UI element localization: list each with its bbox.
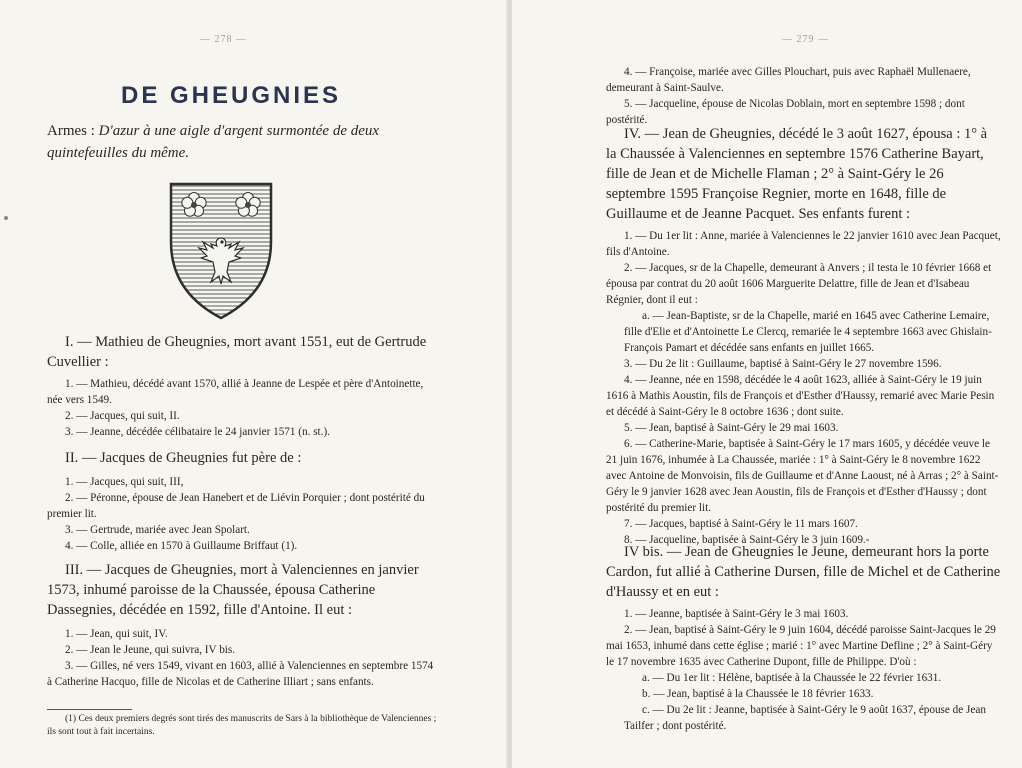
list-item: 3. — Gertrude, mariée avec Jean Spolart. <box>65 524 250 536</box>
list-item: 6. — Catherine-Marie, baptisée à Saint-Géry le 17 mars 1605, y décédée veuve le 21 juin 1676, inhumée à La Chaussée, mariée : 1° à Saint-Géry le 8 novembre 1622 avec Antoine de Monvoisin, fils de Guillaume et d'Anne Laoust, né à Arras ; 2° à Saint-Géry le 9 janvier 1628 avec Jean Aoustin, fils de François et d'Esther d'Haussy ; dont postérité du premier lit. <box>606 438 999 514</box>
section-1 <box>47 332 437 440</box>
armes-label: Armes : <box>47 123 95 139</box>
list-item: 3. — Du 2e lit : Guillaume, baptisé à Saint-Géry le 27 novembre 1596. <box>624 358 942 370</box>
list-item: 1. — Mathieu, décédé avant 1570, allié à Jeanne de Lespée et père d'Antoinette, née vers 1549. <box>47 378 424 406</box>
section-3 <box>47 560 437 690</box>
footnote-rule <box>47 709 132 710</box>
page-title: DE GHEUGNIES <box>121 82 342 109</box>
page-number-left: — 278 — <box>200 34 247 45</box>
list-item: 7. — Jacques, baptisé à Saint-Géry le 11 mars 1607. <box>624 518 858 530</box>
section-4 <box>606 124 1001 548</box>
coat-of-arms-icon <box>167 180 275 322</box>
section-2 <box>47 448 437 554</box>
list-item: 4. — Françoise, mariée avec Gilles Plouchart, puis avec Raphaël Mullenaere, demeurant à Saint-Saulve. <box>606 66 971 94</box>
list-item: 5. — Jean, baptisé à Saint-Géry le 29 mai 1603. <box>624 422 839 434</box>
section-2-list <box>47 474 437 554</box>
right-page <box>512 0 1022 768</box>
list-item: 1. — Du 1er lit : Anne, mariée à Valenciennes le 22 janvier 1610 avec Jean Pacquet, fils d'Antoine. <box>606 230 1001 258</box>
list-item: 1. — Jeanne, baptisée à Saint-Géry le 3 mai 1603. <box>624 608 849 620</box>
section-4-head: IV. — Jean de Gheugnies, décédé le 3 août 1627, épousa : 1° à la Chaussée à Valenciennes en septembre 1576 Catherine Bayart, fille de Jean et de Michelle Flaman ; 2° à Saint-Géry le 26 septembre 1595 Françoise Regnier, morte en 1648, fille de Guillaume et de Jeanne Pacquet. Ses enfants furent : <box>606 126 988 222</box>
list-item: 4. — Jeanne, née en 1598, décédée le 4 août 1623, alliée à Saint-Géry le 19 juin 1616 à Mathis Aoustin, fils de François et d'Esther d'Haussy, remarié avec Marie Pesin et décédé à Saint-Géry le 8 octobre 1636 ; dont suite. <box>606 374 995 418</box>
list-item: 4. — Colle, alliée en 1570 à Guillaume Briffaut (1). <box>65 540 298 552</box>
section-1-list <box>47 376 437 440</box>
list-item: 5. — Jacqueline, épouse de Nicolas Doblain, mort en septembre 1598 ; dont postérité. <box>606 98 965 126</box>
list-item: 1. — Jean, qui suit, IV. <box>65 628 168 640</box>
section-4bis-head: IV bis. — Jean de Gheugnies le Jeune, demeurant hors la porte Cardon, fut allié à Catherine Dursen, fille de Michel et de Catherine d'Haussy et en eut : <box>606 544 1001 600</box>
armes-description <box>47 120 437 164</box>
page-number-right: — 279 — <box>782 34 829 45</box>
list-item: 3. — Gilles, né vers 1549, vivant en 1603, allié à Valenciennes en septembre 1574 à Catherine Hacquo, fille de Nicolas et de Catherine Illiart ; sans enfants. <box>47 660 434 688</box>
list-item: 8. — Jacqueline, baptisée à Saint-Géry le 3 juin 1609.- <box>624 534 870 546</box>
section-4-list <box>606 228 1001 548</box>
left-page <box>0 0 508 768</box>
list-item: 1. — Jacques, qui suit, III, <box>65 476 184 488</box>
section-3-head: III. — Jacques de Gheugnies, mort à Valenciennes en janvier 1573, inhumé paroisse de la Chaussée, épousa Catherine Dassegnies, décédée en 1592, fille d'Antoine. Il eut : <box>47 562 419 618</box>
section-1-head: I. — Mathieu de Gheugnies, mort avant 1551, eut de Gertrude Cuvellier : <box>47 334 427 370</box>
top-items <box>606 64 1001 128</box>
list-item: 2. — Jean, baptisé à Saint-Géry le 9 juin 1604, décédé paroisse Saint-Jacques le 29 mai 1653, inhumé dans cette église ; marié : 1° avec Martine Defline ; 2° à Saint-Géry le 17 novembre 1635 avec Catherine Dupont, fille de Philippe. D'où : <box>606 624 996 668</box>
section-3-list <box>47 626 437 690</box>
section-4bis <box>606 542 1001 734</box>
list-item: a. — Jean-Baptiste, sr de la Chapelle, marié en 1645 avec Catherine Lemaire, fille d'Elie et d'Antoinette Le Clercq, remariée le 4 septembre 1663 avec Ghislain-François Pamart et décédée sans enfants en juillet 1665. <box>624 310 992 354</box>
footnote: (1) Ces deux premiers degrés sont tirés des manuscrits de Sars à la bibliothèque de Valenciennes ; ils sont tout à fait incertains. <box>47 714 437 737</box>
list-item: 2. — Jean le Jeune, qui suivra, IV bis. <box>65 644 236 656</box>
armes-text: D'azur à une aigle d'argent surmontée de deux quintefeuilles du même. <box>47 123 380 161</box>
list-item: 2. — Péronne, épouse de Jean Hanebert et de Liévin Porquier ; dont postérité du premier lit. <box>47 492 425 520</box>
list-item: 2. — Jacques, qui suit, II. <box>65 410 180 422</box>
list-item: b. — Jean, baptisé à la Chaussée le 18 février 1633. <box>642 688 874 700</box>
section-2-head: II. — Jacques de Gheugnies fut père de : <box>65 450 302 466</box>
list-item: a. — Du 1er lit : Hélène, baptisée à la Chaussée le 22 février 1631. <box>642 672 942 684</box>
section-4bis-list <box>606 606 1001 734</box>
list-item: 3. — Jeanne, décédée célibataire le 24 janvier 1571 (n. st.). <box>65 426 330 438</box>
list-item: c. — Du 2e lit : Jeanne, baptisée à Saint-Géry le 9 août 1637, épouse de Jean Tailfer ; dont postérité. <box>624 704 986 732</box>
page-speck <box>4 216 8 220</box>
list-item: 2. — Jacques, sr de la Chapelle, demeurant à Anvers ; il testa le 10 février 1668 et épousa par contrat du 20 août 1606 Marguerite Delattre, fille de Jean et d'Isabeau Régnier, dont il eut : <box>606 262 992 306</box>
